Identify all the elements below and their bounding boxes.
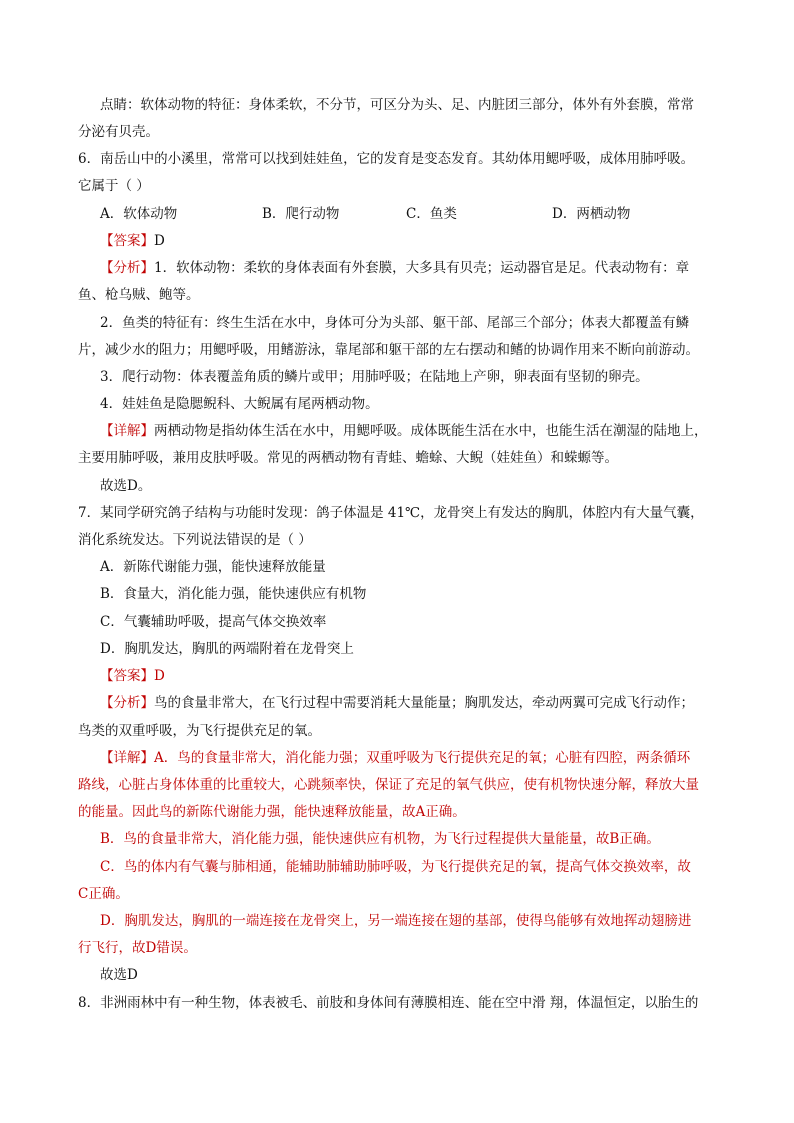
q7-option-a: A．新陈代谢能力强，能快速释放能量 — [100, 559, 326, 575]
answer-tag: 【答案】 — [100, 668, 154, 684]
analysis-tag: 【分析】 — [100, 695, 154, 711]
analysis-text: 1．软体动物：柔软的身体表面有外套膜，大多具有贝壳；运动器官是足。代表动物有：章 — [154, 260, 690, 276]
q7-detail-line-6: C正确。 — [78, 886, 129, 902]
q7-analysis-line-2: 鸟类的双重呼吸，为飞行提供充足的氧。 — [78, 723, 321, 739]
q6-option-d: D．两栖动物 — [552, 206, 631, 222]
q6-detail-line-1 — [100, 422, 708, 440]
q7-detail-line-8: 行飞行，故D错误。 — [78, 940, 197, 956]
q8-stem-line-1: 8．非洲雨林中有一种生物，体表被毛、前肢和身体间有薄膜相连、能在空中滑 翔，体温恒定，以胎生的 — [78, 995, 699, 1011]
detail-text: 两栖动物是指幼体生活在水中，用鳃呼吸。成体既能生活在水中，也能生活在潮湿的陆地上， — [154, 423, 708, 439]
detail-tag: 【详解】 — [100, 423, 154, 439]
detail-text: A．鸟的食量非常大，消化能力强；双重呼吸为飞行提供充足的氧；心脏有四腔，两条循环 — [154, 750, 691, 766]
q6-analysis-line-2: 鱼、枪乌贼、鲍等。 — [78, 287, 200, 303]
q7-stem-line-2: 消化系统发达。下列说法错误的是（ ） — [78, 532, 312, 548]
q7-detail-line-1 — [100, 749, 690, 767]
analysis-tag: 【分析】 — [100, 260, 154, 276]
q7-stem-line-1: 7．某同学研究鸽子结构与功能时发现：鸽子体温是 41℃，龙骨突上有发达的胸肌，体腔内有大量气囊， — [78, 505, 704, 521]
q6-option-c: C．鱼类 — [406, 206, 457, 222]
q7-detail-line-4: B．鸟的食量非常大，消化能力强，能快速供应有机物，为飞行过程提供大量能量，故B正确。 — [100, 831, 660, 847]
q7-option-c: C．气囊辅助呼吸，提高气体交换效率 — [100, 614, 327, 630]
q7-detail-line-3: 的能量。因此鸟的新陈代谢能力强，能快速释放能量，故A正确。 — [78, 804, 466, 820]
q6-analysis-line-1 — [100, 259, 689, 277]
answer-value: D — [154, 668, 165, 684]
analysis-text: 鸟的食量非常大，在飞行过程中需要消耗大量能量；胸肌发达，牵动两翼可完成飞行动作； — [154, 695, 694, 711]
q7-detail-line-5: C．鸟的体内有气囊与肺相通，能辅助肺辅助肺呼吸，为飞行提供充足的氧，提高气体交换效率，故 — [100, 859, 691, 875]
note-line-1: 点睛：软体动物的特征：身体柔软，不分节，可区分为头、足、内脏团三部分，体外有外套膜，常常 — [100, 97, 694, 113]
note-line-2: 分泌有贝壳。 — [78, 124, 159, 140]
q7-detail-line-2: 路线，心脏占身体体重的比重较大，心跳频率快，保证了充足的氧气供应，使有机物快速分解，释放大量 — [78, 777, 699, 793]
q7-answer — [100, 667, 165, 685]
q7-detail-line-7: D．胸肌发达，胸肌的一端连接在龙骨突上，另一端连接在翅的基部，使得鸟能够有效地挥动翅膀进 — [100, 913, 692, 929]
answer-value: D — [154, 233, 165, 249]
q6-detail-line-2: 主要用肺呼吸，兼用皮肤呼吸。常见的两栖动物有青蛙、蟾蜍、大鲵（娃娃鱼）和蝾螈等。 — [78, 450, 618, 466]
q6-stem-line-2: 它属于（ ） — [78, 178, 150, 194]
answer-tag: 【答案】 — [100, 233, 154, 249]
q7-option-d: D．胸肌发达，胸肌的两端附着在龙骨突上 — [100, 641, 354, 657]
q6-answer — [100, 232, 165, 250]
q6-analysis-line-3: 2．鱼类的特征有：终生生活在水中，身体可分为头部、躯干部、尾部三个部分；体表大都覆盖有鳞 — [100, 315, 690, 331]
q6-stem-line-1: 6．南岳山中的小溪里，常常可以找到娃娃鱼，它的发育是变态发育。其幼体用鳃呼吸，成体用肺呼吸。 — [78, 151, 695, 167]
q7-option-b: B．食量大，消化能力强，能快速供应有机物 — [100, 586, 367, 602]
q7-choose: 故选D — [100, 967, 138, 983]
detail-tag: 【详解】 — [100, 750, 154, 766]
q6-option-b: B．爬行动物 — [262, 206, 340, 222]
q6-analysis-line-4: 片，减少水的阻力；用鳃呼吸，用鳍游泳，靠尾部和躯干部的左右摆动和鳍的协调作用来不断向前游动。 — [78, 342, 699, 358]
q6-choose: 故选D。 — [100, 478, 152, 494]
q6-option-a: A．软体动物 — [100, 206, 178, 222]
q6-analysis-line-5: 3．爬行动物：体表覆盖角质的鳞片或甲；用肺呼吸；在陆地上产卵，卵表面有坚韧的卵壳。 — [100, 369, 649, 385]
q6-analysis-line-6: 4．娃娃鱼是隐腮鲵科、大鲵属有尾两栖动物。 — [100, 396, 379, 412]
q7-analysis-line-1 — [100, 694, 694, 712]
